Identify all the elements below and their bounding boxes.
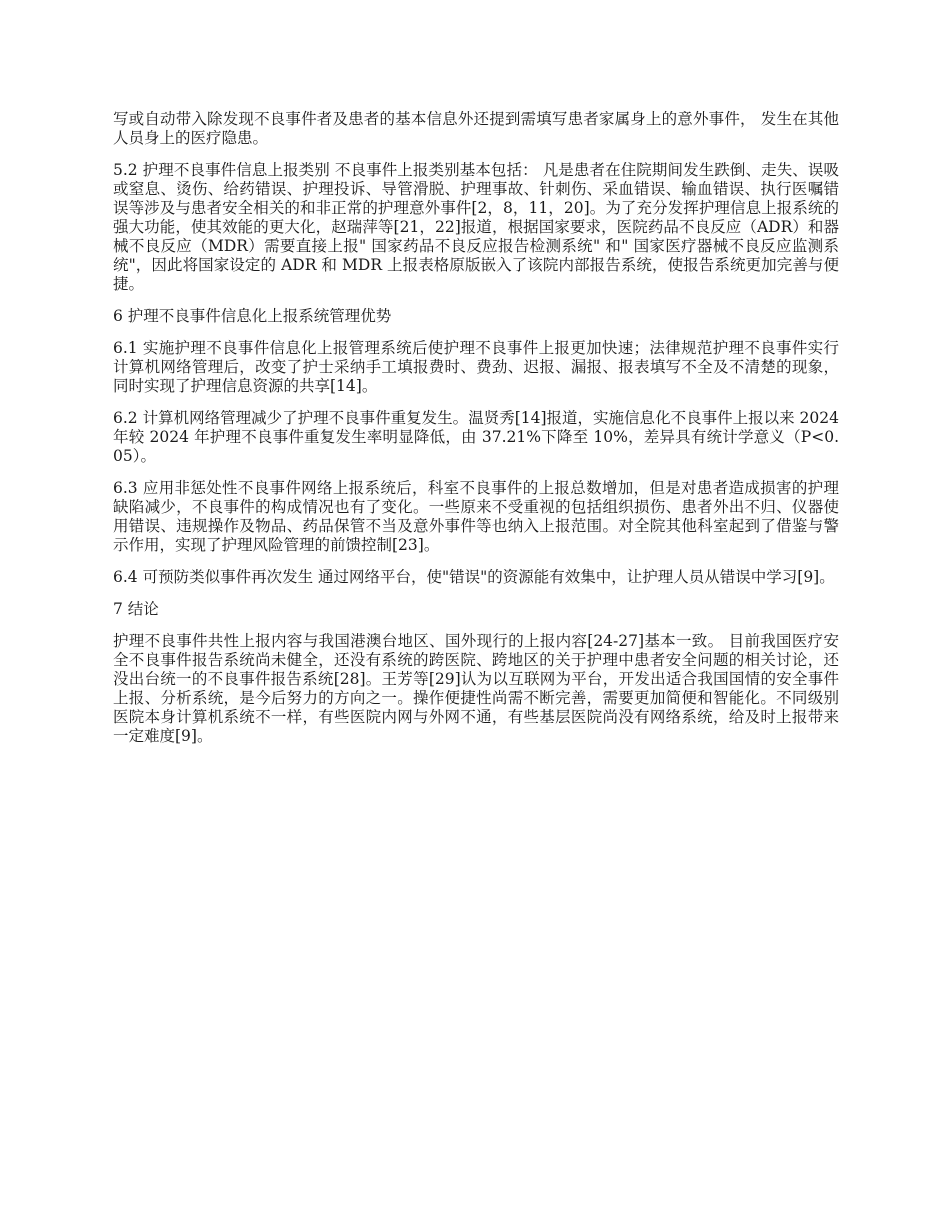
paragraph-section-6-2: 6.2 计算机网络管理减少了护理不良事件重复发生。温贤秀[14]报道，实施信息化不良事件上报以来 2024 年较 2024 年护理不良事件重复发生率明显降低，由 37.21%下降至 10%，差异具有统计学意义（P<0.05）。 — [113, 409, 839, 465]
section-heading-7: 7 结论 — [113, 600, 159, 618]
paragraph-section-5-2: 5.2 护理不良事件信息上报类别 不良事件上报类别基本包括： 凡是患者在住院期间发生跌倒、走失、误吸或窒息、烫伤、给药错误、护理投诉、导管滑脱、护理事故、针刺伤、采血错误、输血错误、执行医嘱错误等涉及与患者安全相关的和非正常的护理意外事件[2，8，11，20]。为了充分发挥护理信息上报系统的强大功能，使其效能的更大化，赵瑞萍等[21，22]报道，根据国家要求，医院药品不良反应（ADR）和器械不良反应（MDR）需要直接上报" 国家药品不良反应报告检测系统" 和" 国家医疗器械不良反应监测系统"，因此将国家设定的 ADR 和 MDR 上报表格原版嵌入了该院内部报告系统，使报告系统更加完善与便捷。 — [113, 161, 839, 293]
paragraph-conclusion: 护理不良事件共性上报内容与我国港澳台地区、国外现行的上报内容[24-27]基本一致。 目前我国医疗安全不良事件报告系统尚未健全，还没有系统的跨医院、跨地区的关于护理中患者安全问题的相关讨论，还没出台统一的不良事件报告系统[28]。王芳等[29]认为以互联网为平台，开发出适合我国国情的安全事件上报、分析系统，是今后努力的方向之一。操作便捷性尚需不断完善，需要更加简便和智能化。不同级别医院本身计算机系统不一样，有些医院内网与外网不通，有些基层医院尚没有网络系统，给及时上报带来一定难度[9]。 — [113, 632, 839, 745]
paragraph-intro-continuation: 写或自动带入除发现不良事件者及患者的基本信息外还提到需填写患者家属身上的意外事件， 发生在其他人员身上的医疗隐患。 — [113, 110, 839, 147]
paragraph-section-6-3: 6.3 应用非惩处性不良事件网络上报系统后，科室不良事件的上报总数增加，但是对患者造成损害的护理缺陷减少，不良事件的构成情况也有了变化。一些原来不受重视的包括组织损伤、患者外出不归、仪器使用错误、违规操作及物品、药品保管不当及意外事件等也纳入上报范围。对全院其他科室起到了借鉴与警示作用，实现了护理风险管理的前馈控制[23]。 — [113, 479, 839, 554]
paragraph-section-6-1: 6.1 实施护理不良事件信息化上报管理系统后使护理不良事件上报更加快速；法律规范护理不良事件实行计算机网络管理后，改变了护士采纳手工填报费时、费劲、迟报、漏报、报表填写不全及不清楚的现象，同时实现了护理信息资源的共享[14]。 — [113, 339, 839, 395]
paragraph-section-6-4: 6.4 可预防类似事件再次发生 通过网络平台，使"错误"的资源能有效集中，让护理人员从错误中学习[9]。 — [113, 568, 835, 586]
document-page — [113, 110, 839, 759]
section-heading-6: 6 护理不良事件信息化上报系统管理优势 — [113, 307, 392, 325]
